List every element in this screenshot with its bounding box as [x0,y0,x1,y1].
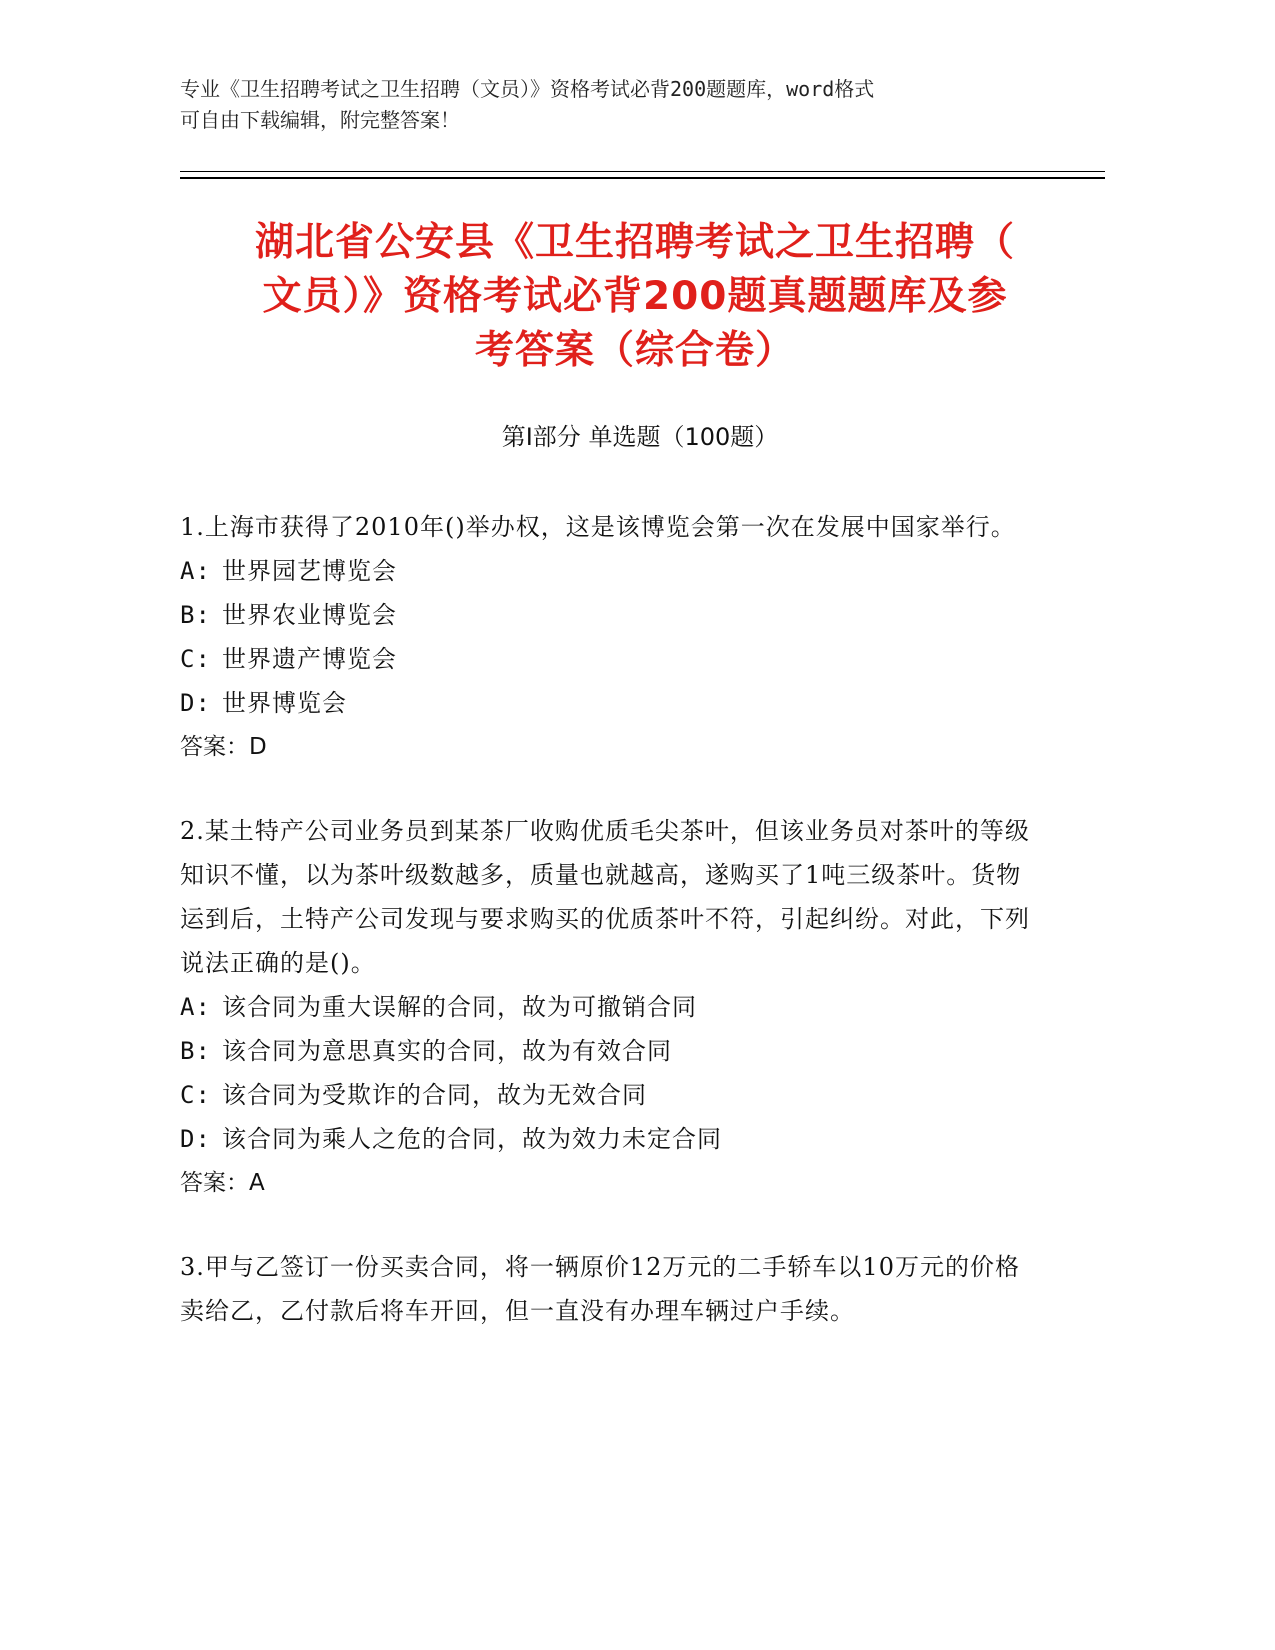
option-text: 该合同为意思真实的合同，故为有效合同 [222,1037,672,1065]
header-note [180,74,1040,136]
option-text: 世界博览会 [222,689,347,717]
question-3 [180,1245,1040,1333]
header-note-line-1: 专业《卫生招聘考试之卫生招聘（文员）》资格考试必背200题题库，word格式 [180,77,875,101]
question-stem: 1.上海市获得了2010年()举办权，这是该博览会第一次在发展中国家举行。 [180,513,1016,541]
header-note-line-2: 可自由下载编辑，附完整答案！ [180,108,460,132]
option-letter: B: [180,1037,211,1065]
option-text: 该合同为重大误解的合同，故为可撤销合同 [222,993,697,1021]
header-divider-thin [180,171,1105,172]
title-line-1: 湖北省公安县《卫生招聘考试之卫生招聘（ [254,220,1015,265]
title-line-2: 文员）》资格考试必背200题真题题库及参 [262,274,1008,319]
section-heading: 第Ⅰ部分 单选题（100题） [501,423,779,451]
option-text: 世界农业博览会 [222,601,397,629]
option-letter: C: [180,1081,211,1109]
option-b [180,593,1040,637]
option-d [180,681,1040,725]
option-c [180,637,1040,681]
option-letter: C: [180,645,211,673]
option-a [180,549,1040,593]
option-letter: D: [180,689,211,717]
option-letter: A: [180,993,211,1021]
answer-line: 答案：D [180,734,267,760]
question-list [180,505,1040,1373]
question-stem: 3.甲与乙签订一份买卖合同，将一辆原价12万元的二手轿车以10万元的价格卖给乙，乙付款后将车开回，但一直没有办理车辆过户手续。 [180,1253,1020,1325]
option-text: 世界遗产博览会 [222,645,397,673]
question-1 [180,505,1040,769]
option-letter: B: [180,601,211,629]
option-d [180,1117,1040,1161]
option-text: 世界园艺博览会 [222,557,397,585]
option-letter: D: [180,1125,211,1153]
title-line-3: 考答案（综合卷） [474,328,795,373]
option-text: 该合同为受欺诈的合同，故为无效合同 [222,1081,647,1109]
question-stem: 2.某土特产公司业务员到某茶厂收购优质毛尖茶叶，但该业务员对茶叶的等级知识不懂，以为茶叶级数越多，质量也就越高，遂购买了1吨三级茶叶。货物运到后，土特产公司发现与要求购买的优质茶叶不符，引起纠纷。对此，下列说法正确的是()。 [180,817,1030,977]
option-text: 该合同为乘人之危的合同，故为效力未定合同 [222,1125,722,1153]
option-letter: A: [180,557,211,585]
question-2 [180,809,1040,1205]
answer-line: 答案：A [180,1170,265,1196]
option-b [180,1029,1040,1073]
option-c [180,1073,1040,1117]
option-a [180,985,1040,1029]
header-divider-thick [180,177,1105,179]
document-title [170,216,1100,378]
